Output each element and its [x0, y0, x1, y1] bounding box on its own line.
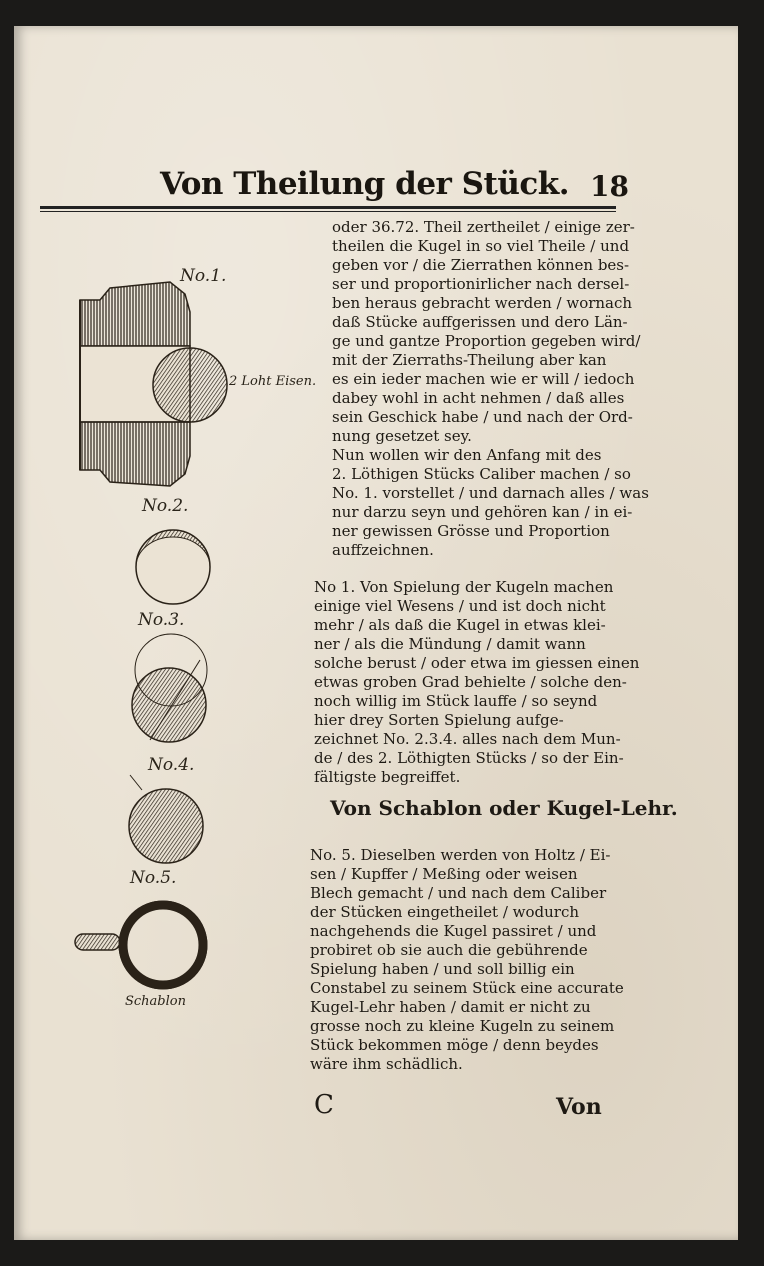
running-head: Von Theilung der Stück.: [160, 166, 570, 202]
text-line: fältigste begreiffet.: [314, 768, 461, 786]
text-line: noch willig im Stück lauffe / so seynd: [314, 692, 598, 710]
text-line: etwas groben Grad behielte / solche den-: [314, 673, 627, 691]
label-no4: No.4.: [148, 755, 195, 775]
text-line: ner / als die Mündung / damit wann: [314, 635, 586, 653]
text-line: No 1. Von Spielung der Kugeln machen: [314, 578, 614, 596]
text-line: Spielung haben / und soll billig ein: [310, 960, 575, 978]
text-line: ben heraus gebracht werden / wornach: [332, 294, 633, 312]
text-line: No. 5. Dieselben werden von Holtz / Ei-: [310, 846, 611, 864]
catchword: Von: [556, 1094, 602, 1120]
text-line: oder 36.72. Theil zertheilet / einige zer-: [332, 218, 635, 236]
text-line: ser und proportionirlicher nach dersel-: [332, 275, 630, 293]
text-line: wäre ihm schädlich.: [310, 1055, 463, 1073]
signature-mark: C: [314, 1090, 334, 1120]
label-no1: No.1.: [180, 266, 227, 286]
text-line: dabey wohl in acht nehmen / daß alles: [332, 389, 625, 407]
text-line: theilen die Kugel in so viel Theile / und: [332, 237, 630, 255]
text-line: nur darzu seyn und gehören kan / in ei-: [332, 503, 633, 521]
label-loht-eisen: 2 Loht Eisen.: [229, 374, 317, 389]
figure-no1-muzzle: [80, 282, 227, 486]
text-line: der Stücken eingetheilet / wodurch: [310, 903, 580, 921]
text-line: geben vor / die Zierrathen können bes-: [332, 256, 630, 274]
section-heading: Von Schablon oder Kugel-Lehr.: [330, 796, 678, 820]
text-line: es ein ieder machen wie er will / iedoch: [332, 370, 635, 388]
text-line: auffzeichnen.: [332, 541, 434, 559]
text-line: Constabel zu seinem Stück eine accurate: [310, 979, 624, 997]
page-number: 18: [590, 170, 629, 203]
text-line: hier drey Sorten Spielung aufge-: [314, 711, 564, 729]
text-line: Stück bekommen möge / denn beydes: [310, 1036, 599, 1054]
text-line: mehr / als daß die Kugel in etwas klei-: [314, 616, 606, 634]
paragraph-3: [314, 578, 640, 787]
text-line: Blech gemacht / und nach dem Caliber: [310, 884, 607, 902]
figure-no5-schablon: [75, 901, 207, 989]
figure-no3-ball: [132, 634, 207, 742]
text-line: Kugel-Lehr haben / damit er nicht zu: [310, 998, 591, 1016]
text-line: ge und gantze Proportion gegeben wird/: [332, 332, 641, 350]
text-line: sein Geschick habe / und nach der Ord-: [332, 408, 633, 426]
text-line: grosse noch zu kleine Kugeln zu seinem: [310, 1017, 615, 1035]
text-line: zeichnet No. 2.3.4. alles nach dem Mun-: [314, 730, 621, 748]
paragraph-2: [332, 446, 649, 560]
label-no2: No.2.: [142, 496, 189, 516]
text-line: solche berust / oder etwa im giessen einen: [314, 654, 640, 672]
text-line: ner gewissen Grösse und Proportion: [332, 522, 610, 540]
label-no5: No.5.: [130, 868, 177, 888]
figure-no2-ball: [136, 530, 210, 604]
label-no3: No.3.: [138, 610, 185, 630]
text-line: probiret ob sie auch die gebührende: [310, 941, 588, 959]
paragraph-4: [310, 846, 624, 1074]
text-line: No. 1. vorstellet / und darnach alles / was: [332, 484, 649, 502]
text-line: sen / Kupffer / Meßing oder weisen: [310, 865, 578, 883]
text-line: 2. Löthigen Stücks Caliber machen / so: [332, 465, 631, 483]
text-line: Nun wollen wir den Anfang mit des: [332, 446, 602, 464]
text-line: daß Stücke auffgerissen und dero Län-: [332, 313, 628, 331]
text-line: de / des 2. Löthigten Stücks / so der Ein-: [314, 749, 624, 767]
paragraph-1: [332, 218, 641, 446]
text-line: einige viel Wesens / und ist doch nicht: [314, 597, 606, 615]
text-line: nung gesetzet sey.: [332, 427, 472, 445]
label-schablon: Schablon: [125, 994, 186, 1009]
text-line: nachgehends die Kugel passiret / und: [310, 922, 597, 940]
text-line: mit der Zierraths-Theilung aber kan: [332, 351, 607, 369]
figure-no4-ball: [129, 775, 203, 863]
